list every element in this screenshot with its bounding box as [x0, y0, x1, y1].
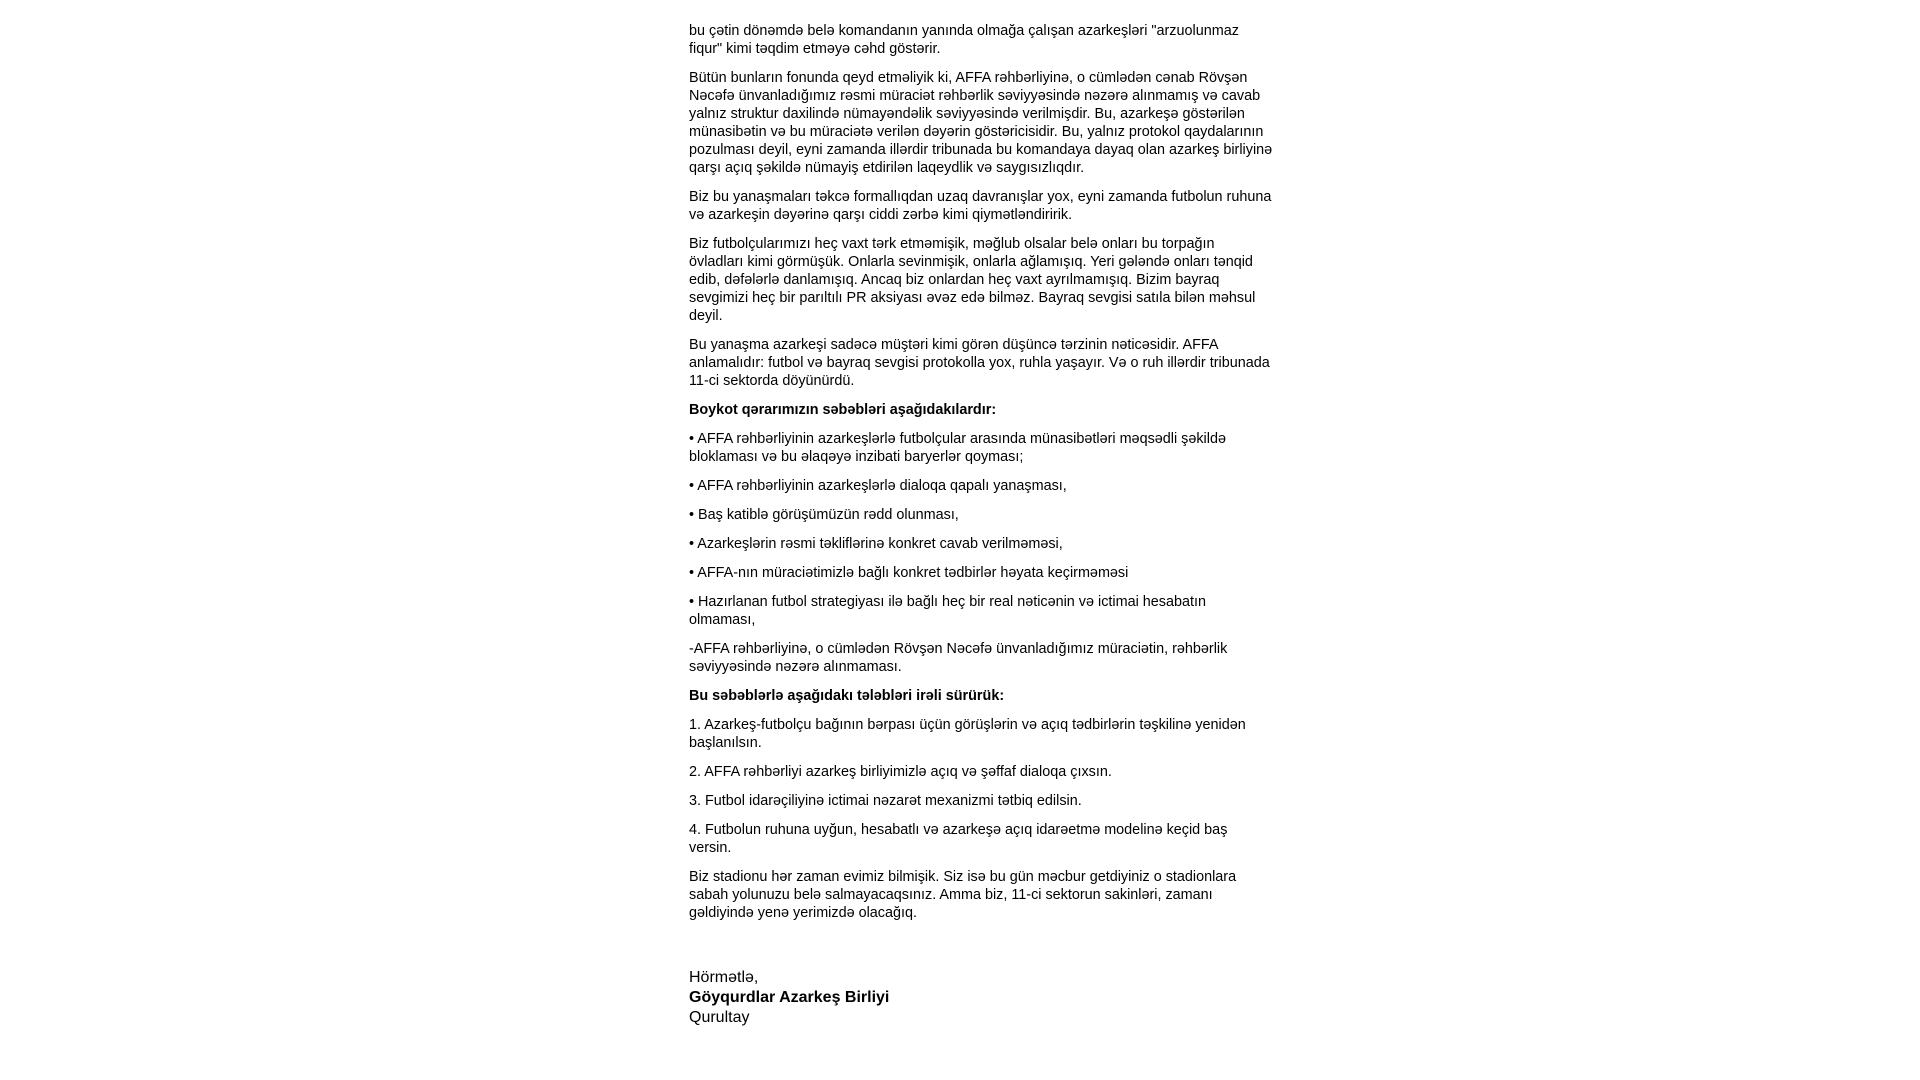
signature-body: Qurultay: [689, 1009, 750, 1026]
demand-item: 2. AFFA rəhbərliyi azarkeş birliyimizlə açıq və şəffaf dialoqa çıxsın.: [689, 764, 1112, 780]
signature-block: [689, 968, 1309, 1028]
demand-item: 3. Futbol idarəçiliyinə ictimai nəzarət mexanizmi tətbiq edilsin.: [689, 793, 1082, 809]
reasons-list: [689, 430, 1309, 676]
reason-item: • Hazırlanan futbol strategiyası ilə bağlı heç bir real nəticənin və ictimai hesabatın olmaması,: [689, 594, 1206, 628]
reason-item: • Azarkeşlərin rəsmi təkliflərinə konkret cavab verilməməsi,: [689, 536, 1063, 552]
demand-item: 1. Azarkeş-futbolçu bağının bərpası üçün görüşlərin və açıq tədbirlərin təşkilinə yenidən başlanılsın.: [689, 717, 1246, 751]
intro-paragraph-3: Biz bu yanaşmaları təkcə formallıqdan uzaq davranışlar yox, eyni zamanda futbolun ruhuna və azarkeşin dəyərinə qarşı ciddi zərbə kimi qiymətləndiririk.: [689, 189, 1272, 223]
reason-item: • AFFA rəhbərliyinin azarkeşlərlə futbolçular arasında münasibətləri məqsədli şəkildə bloklaması və bu əlaqəyə inzibati baryerlər qoyması;: [689, 431, 1226, 465]
reason-item: • AFFA rəhbərliyinin azarkeşlərlə dialoqa qapalı yanaşması,: [689, 478, 1067, 494]
intro-paragraph-5: Bu yanaşma azarkeşi sadəcə müştəri kimi görən düşüncə tərzinin nəticəsidir. AFFA anlamalıdır: futbol və bayraq sevgisi protokolla yox, ruhla yaşayır. Və o ruh illərdir tribunada 11-ci sektorda döyünürdü.: [689, 337, 1270, 389]
reason-item: • Baş katiblə görüşümüzün rədd olunması,: [689, 507, 959, 523]
intro-paragraph-1: bu çətin dönəmdə belə komandanın yanında olmağa çalışan azarkeşləri "arzuolunmaz fiqur" kimi təqdim etməyə cəhd göstərir.: [689, 23, 1239, 57]
letter-page: [689, 22, 1309, 1028]
demands-list: [689, 716, 1309, 857]
reason-item: -AFFA rəhbərliyinə, o cümlədən Rövşən Nəcəfə ünvanladığımız müraciətin, rəhbərlik səviyyəsində nəzərə alınmaması.: [689, 641, 1228, 675]
signature-organization: Göyqurdlar Azarkeş Birliyi: [689, 989, 890, 1006]
closing-paragraph: Biz stadionu hər zaman evimiz bilmişik. Siz isə bu gün məcbur getdiyiniz o stadionlara sabah yolunuzu belə salmayacaqsınız. Amma biz, 11-ci sektorun sakinləri, zamanı gəldiyində yenə yerimizdə olacağıq.: [689, 869, 1237, 921]
reason-item: • AFFA-nın müraciətimizlə bağlı konkret tədbirlər həyata keçirməməsi: [689, 565, 1129, 581]
demands-heading: Bu səbəblərlə aşağıdakı tələbləri irəli sürürük:: [689, 688, 1005, 704]
demand-item: 4. Futbolun ruhuna uyğun, hesabatlı və azarkeşə açıq idarəetmə modelinə keçid baş versin.: [689, 822, 1228, 856]
reasons-heading: Boykot qərarımızın səbəbləri aşağıdakılardır:: [689, 402, 997, 418]
intro-paragraph-2: Bütün bunların fonunda qeyd etməliyik ki, AFFA rəhbərliyinə, o cümlədən cənab Rövşən Nəcəfə ünvanladığımız rəsmi müraciət rəhbərlik səviyyəsində nəzərə alınmamış və cavab yalnız struktur daxilində nümayəndəlik səviyyəsində verilmişdir. Bu, azarkeşə göstərilən münasibətin və bu müraciətə verilən dəyərin göstəricisidir. Bu, yalnız protokol qaydalarının pozulması deyil, eyni zamanda illərdir tribunada bu komandaya dayaq olan azarkeş birliyinə qarşı açıq şəkildə nümayiş etdirilən laqeydlik və saygısızlıqdır.: [689, 70, 1273, 176]
intro-paragraph-4: Biz futbolçularımızı heç vaxt tərk etməmişik, məğlub olsalar belə onları bu torpağın övladları kimi görmüşük. Onlarla sevinmişik, onlarla ağlamışıq. Yeri gələndə onları tənqid edib, dəfələrlə danlamışıq. Ancaq biz onlardan heç vaxt ayrılmamışıq. Bizim bayraq sevgimizi heç bir parıltılı PR aksiyası əvəz edə bilməz. Bayraq sevgisi satıla bilən məhsul deyil.: [689, 236, 1256, 324]
signature-salutation: Hörmətlə,: [689, 969, 759, 986]
